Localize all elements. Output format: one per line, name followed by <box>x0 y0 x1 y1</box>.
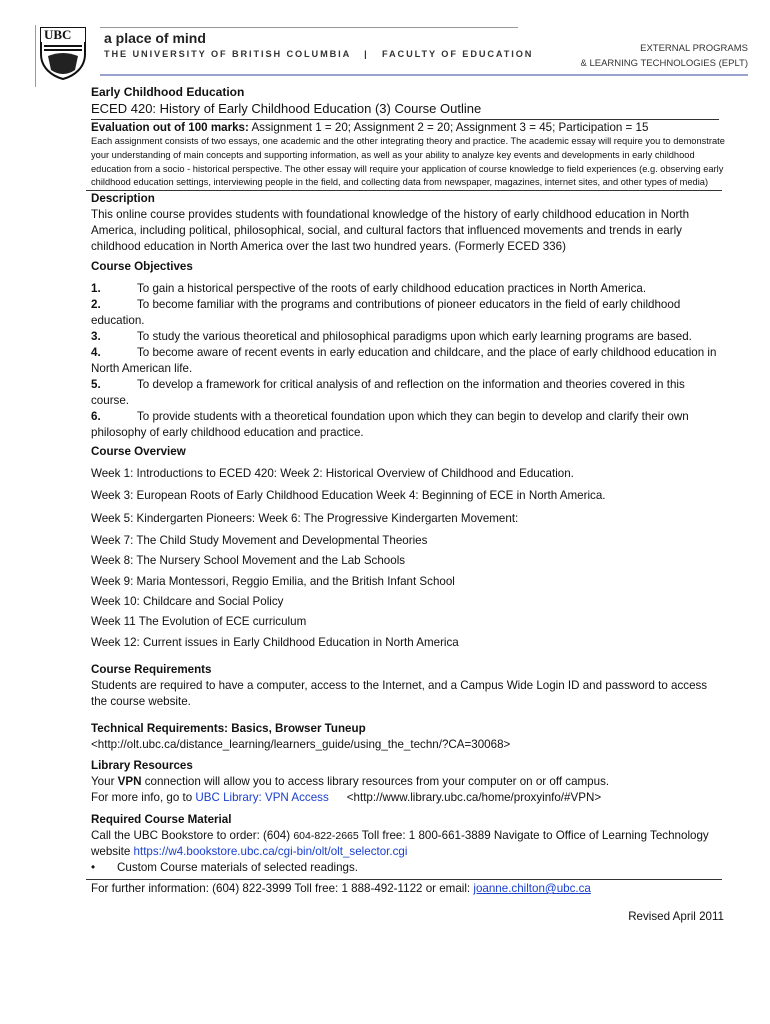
evaluation <box>91 120 648 136</box>
week-item: Week 12: Current issues in Early Childhood Education in North America <box>91 636 459 649</box>
week-item: Week 10: Childcare and Social Policy <box>91 595 284 608</box>
section-heading: Description <box>91 192 155 205</box>
bookstore-link[interactable]: https://w4.bookstore.ubc.ca/cgi-bin/olt/olt_selector.cgi <box>133 845 408 858</box>
text-line: the course website. <box>91 695 191 708</box>
university-line: THE UNIVERSITY OF BRITISH COLUMBIA | FACULTY OF EDUCATION <box>104 49 534 59</box>
week-item: Week 9: Maria Montessori, Reggio Emilia, and the British Infant School <box>91 575 455 588</box>
technical-url: <http://olt.ubc.ca/distance_learning/learners_guide/using_the_techn/?CA=30068> <box>91 738 511 751</box>
text-line: Your VPN connection will allow you to access library resources from your computer on or off campus. <box>91 775 610 788</box>
text-line: Each assignment consists of two essays, one academic and the other integrating theory and practice. The academic essay will require you to demonstrate <box>91 136 725 146</box>
week-item: Week 7: The Child Study Movement and Developmental Theories <box>91 534 428 547</box>
email-link[interactable]: joanne.chilton@ubc.ca <box>473 882 591 895</box>
week-item: Week 8: The Nursery School Movement and the Lab Schools <box>91 554 406 567</box>
week-item: Week 3: European Roots of Early Childhood Education Week 4: Beginning of ECE in North America. <box>91 489 606 502</box>
list-item: 1. To gain a historical perspective of the roots of early childhood education practices in North America. <box>91 282 647 295</box>
text-line: North American life. <box>91 362 193 375</box>
divider <box>100 27 518 28</box>
section-heading: Technical Requirements: Basics, Browser Tuneup <box>91 722 366 735</box>
text-line: education from a socio - historical perspective. The other essay will require your application of course knowledge to field experiences (e.g. observing early <box>91 163 724 174</box>
evaluation-value: Assignment 1 = 20; Assignment 2 = 20; Assignment 3 = 45; Participation = 15 <box>248 121 649 134</box>
evaluation-label: Evaluation out of 100 marks: <box>91 121 249 134</box>
text-line: website https://w4.bookstore.ubc.ca/cgi-bin/olt/olt_selector.cgi <box>91 845 408 858</box>
week-item: Week 5: Kindergarten Pioneers: Week 6: The Progressive Kindergarten Movement: <box>91 512 519 525</box>
further-info: For further information: (604) 822-3999 Toll free: 1 888-492-1122 or email: joanne.chilton@ubc.ca <box>91 882 591 895</box>
text-line: For more info, go to UBC Library: VPN Access <http://www.library.ubc.ca/home/proxyinfo/#VPN> <box>91 791 602 804</box>
vpn-access-link[interactable]: UBC Library: VPN Access <box>195 791 329 804</box>
logo-text: UBC <box>44 27 72 42</box>
text-line: Students are required to have a computer, access to the Internet, and a Campus Wide Login ID and password to access <box>91 679 708 692</box>
technical <box>91 721 510 753</box>
text-line: education. <box>91 314 145 327</box>
text-line: Call the UBC Bookstore to order: (604) 604-822-2665 Toll free: 1 800-661-3889 Navigate to Office of Learning Technology <box>91 829 709 842</box>
library <box>91 758 609 806</box>
dept-line-2: & LEARNING TECHNOLOGIES (EPLT) <box>580 58 748 69</box>
course-title: ECED 420: History of Early Childhood Education (3) Course Outline <box>91 101 482 116</box>
divider <box>86 879 722 880</box>
objectives-list <box>91 281 716 441</box>
evaluation-details <box>91 135 725 190</box>
text-line: America, including political, philosophical, social, and cultural factors that influenced movements and trends in early <box>91 224 682 237</box>
section-heading: Course Overview <box>91 445 186 458</box>
description <box>91 191 689 255</box>
list-item: 2. To become familiar with the programs and contributions of pioneer educators in the field of early childhood <box>91 298 681 311</box>
revised-date: Revised April 2011 <box>628 910 724 923</box>
tagline: a place of mind <box>104 30 206 46</box>
text-line: your understanding of main concepts and supporting information, as well as your ability to analyze key events and developments in early childhood <box>91 149 695 160</box>
requirements <box>91 662 707 710</box>
list-item: 4. To become aware of recent events in early education and childcare, and the place of early childhood education in <box>91 346 717 359</box>
week-item: Week 11 The Evolution of ECE curriculum <box>91 615 307 628</box>
week-item: Week 1: Introductions to ECED 420: Week 2: Historical Overview of Childhood and Education. <box>91 467 574 480</box>
text-line: childhood education settings, interviewing people in the field, and collecting data from newspaper, magazines, internet sites, and other types of media) <box>91 177 709 188</box>
section-heading: Required Course Material <box>91 813 232 826</box>
text-line: course. <box>91 394 130 407</box>
list-item: 6. To provide students with a theoretical foundation upon which they can begin to develop and clarify their own <box>91 410 689 423</box>
text-line: This online course provides students with foundational knowledge of the history of early childhood education in North <box>91 208 690 221</box>
text-line: philosophy of early childhood education and practice. <box>91 426 364 439</box>
header-rule <box>100 74 748 76</box>
list-item: 3. To study the various theoretical and philosophical paradigms upon which early learning programs are based. <box>91 330 692 343</box>
section-heading: Course Requirements <box>91 663 212 676</box>
material <box>91 812 709 876</box>
bullet-icon: • <box>91 861 96 874</box>
bullet-item: • Custom Course materials of selected readings. <box>91 861 359 874</box>
text-line: childhood education in North America over the last two hundred years. (Formerly ECED 336) <box>91 240 566 253</box>
list-item: 5. To develop a framework for critical analysis of and reflection on the information and theories covered in this <box>91 378 685 391</box>
section-heading: Course Objectives <box>91 260 193 273</box>
divider <box>35 25 36 87</box>
section-heading: Library Resources <box>91 759 193 772</box>
program-title: Early Childhood Education <box>91 85 245 99</box>
ubc-logo <box>38 26 88 80</box>
dept-line-1: EXTERNAL PROGRAMS <box>640 43 748 54</box>
